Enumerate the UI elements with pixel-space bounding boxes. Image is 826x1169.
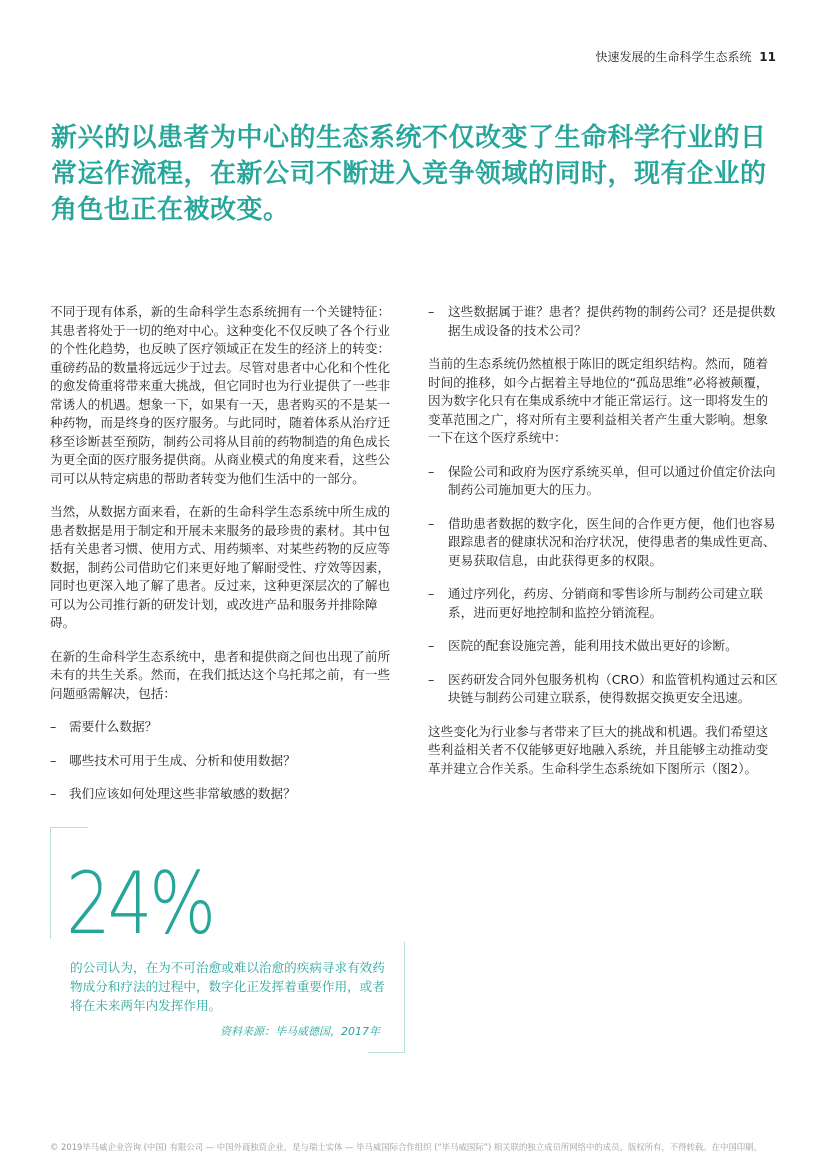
- left-paragraph-1: 不同于现有体系，新的生命科学生态系统拥有一个关键特征：其患者将处于一切的绝对中心。这种变化不仅反映了各个行业的个性化趋势，也反映了医疗领域正在发生的经济上的转变：重磅药品的数量将远远少于过去。尽管对患者中心化和个性化的愈发倚重将带来重大挑战，但它同时也为行业提供了一些非常诱人的机遇。想象一下，如果有一天，患者购买的不是某一种药物，而是终身的医疗服务。与此同时，随着体系从治疗迁移至诊断甚至预防，制药公司将从目前的药物制造的角色成长为更全面的医疗服务提供商。从商业模式的角度来看，这些公司可以从特定病患的帮助者转变为他们生活中的一部分。: [50, 304, 391, 486]
- list-item-text: 需要什么数据？: [69, 719, 158, 734]
- list-item: [50, 785, 402, 804]
- list-item: [428, 515, 778, 571]
- left-paragraph-3: 在新的生命科学生态系统中，患者和提供商之间也出现了前所未有的共生关系。然而，在我们抵达这个乌托邦之前，有一些问题亟需解决，包括：: [50, 648, 391, 701]
- list-item-text: 哪些技术可用于生成、分析和使用数据？: [69, 752, 296, 768]
- list-item: [50, 718, 402, 737]
- list-item-text: 通过序列化，药房、分销商和零售诊所与制药公司建立联系，进而更好地控制和监控分销流程。: [448, 586, 763, 620]
- dash-marker: –: [428, 463, 435, 479]
- list-item-text: 我们应该如何处理这些非常敏感的数据？: [69, 786, 296, 801]
- callout-border-left: [50, 827, 51, 939]
- left-question-list: [50, 718, 402, 804]
- header-title: 快速发展的生命科学生态系统: [595, 50, 752, 64]
- callout-border-top: [50, 827, 88, 828]
- list-item: [428, 585, 778, 622]
- list-item-text: 医院的配套设施完善，能利用技术做出更好的诊断。: [448, 638, 738, 653]
- dash-marker: –: [50, 752, 57, 768]
- list-item-text: 医药研发合同外包服务机构（CRO）和监管机构通过云和区块链与制药公司建立联系，使得数据交换更安全迅速。: [448, 671, 778, 705]
- callout-border-bottom: [368, 1052, 405, 1053]
- dash-marker: –: [428, 515, 435, 531]
- list-item-text: 保险公司和政府为医疗系统买单，但可以通过价值定价法向制药公司施加更大的压力。: [448, 463, 776, 497]
- stat-source: 资料来源：毕马威德国，2017年: [220, 1025, 380, 1038]
- dash-marker: –: [428, 304, 435, 319]
- stat-callout: [50, 827, 405, 1053]
- list-item: [428, 463, 778, 500]
- list-item-text: 这些数据属于谁？患者？提供药物的制药公司？还是提供数据生成设备的技术公司？: [448, 304, 776, 338]
- right-paragraph-1: 当前的生态系统仍然植根于陈旧的既定组织结构。然而，随着时间的推移，如今占据着主导地位的“孤岛思维”必将被颠覆，因为数字化只有在集成系统中才能正常运行。这一即将发生的变革范围之广，将对所有主要利益相关者产生重大影响。想象一下在这个医疗系统中：: [428, 356, 769, 445]
- list-item-text: 借助患者数据的数字化，医生间的合作更方便，他们也容易跟踪患者的健康状况和治疗状况，使得患者的集成性更高、更易获取信息，由此获得更多的权限。: [448, 515, 776, 568]
- stat-text: 的公司认为，在为不可治愈或难以治愈的疾病寻求有效药物成分和疗法的过程中，数字化正发挥着重要作用，或者将在未来两年内发挥作用。: [70, 960, 385, 1013]
- left-paragraph-2: 当然，从数据方面来看，在新的生命科学生态系统中所生成的患者数据是用于制定和开展未来服务的最珍贵的素材。其中包括有关患者习惯、使用方式、用药频率、对某些药物的反应等数据，制药公司借助它们来更好地了解耐受性、疗效等因素，同时也更深入地了解了患者。反过来，这种更深层次的了解也可以为公司推行新的研发计划，或改进产品和服务并排除障碍。: [50, 504, 391, 630]
- dash-marker: –: [428, 671, 435, 687]
- dash-marker: –: [428, 586, 435, 601]
- headline: 新兴的以患者为中心的生态系统不仅改变了生命科学行业的日常运作流程，在新公司不断进入竞争领域的同时，现有企业的角色也正在被改变。: [51, 123, 767, 225]
- right-column: [428, 303, 778, 793]
- stat-number: 24%: [66, 854, 213, 954]
- list-item: [428, 303, 778, 340]
- page-number: 11: [759, 50, 776, 64]
- right-paragraph-2: 这些变化为行业参与者带来了巨大的挑战和机遇。我们希望这些利益相关者不仅能够更好地融入系统，并且能够主动推动变革并建立合作关系。生命科学生态系统如下图所示（图2）。: [428, 723, 769, 776]
- dash-marker: –: [428, 638, 435, 653]
- list-item: [428, 671, 778, 708]
- right-question-list: [428, 303, 778, 340]
- running-header: [595, 48, 776, 65]
- right-scenario-list: [428, 463, 778, 708]
- dash-marker: –: [50, 719, 57, 734]
- list-item: [50, 752, 402, 771]
- dash-marker: –: [50, 786, 57, 801]
- callout-border-right: [404, 942, 405, 1053]
- left-column: [50, 303, 402, 819]
- copyright-footer: © 2019毕马威企业咨询 (中国) 有限公司 — 中国外商独资企业，是与瑞士实体 — 毕马威国际合作组织 (“毕马威国际”) 相关联的独立成员所网络中的成员。版权所有，不得转载。在中国印刷。: [50, 1142, 762, 1152]
- list-item: [428, 637, 778, 656]
